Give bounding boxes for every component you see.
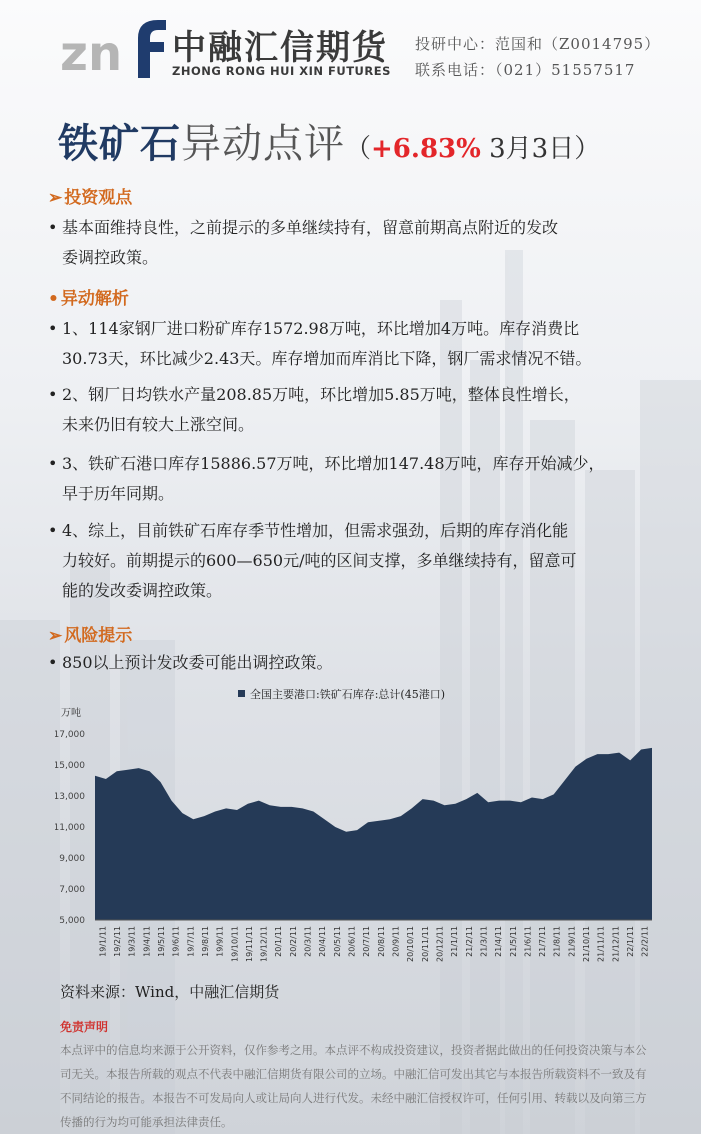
x-tick-label: 20/2/11: [288, 926, 298, 957]
arrow-icon: ➢: [48, 188, 63, 208]
risk-paragraph: [48, 648, 688, 678]
y-tick-label: 7,000: [59, 885, 85, 895]
x-tick-label: 20/12/11: [435, 926, 445, 962]
title-paren-open: （: [345, 134, 372, 164]
y-tick-label: 15,000: [55, 761, 85, 771]
x-tick-label: 19/4/11: [142, 926, 152, 957]
x-tick-label: 20/6/11: [347, 926, 357, 957]
x-tick-label: 19/5/11: [157, 926, 166, 957]
disclaimer-text: 本点评中的信息均来源于公开资料，仅作参考之用。本点评不构成投资建议，投资者据此做出的任何投资决策与本公司无关。本报告所载的观点不代表中融汇信期货有限公司的立场。中融汇信可发出其它与本报告所载资料不一致及有不同结论的报告。本报告不可发局向人或让局向人进行代发。未经中融汇信授权许可，任何引用、转载以及向第三方传播的行为均可能承担法律责任。: [60, 1043, 647, 1129]
x-tick-label: 21/12/11: [611, 926, 621, 962]
section-heading-text: 异动解析: [60, 289, 129, 309]
x-tick-label: 19/10/11: [230, 926, 240, 962]
analysis-item-2: [48, 380, 688, 440]
bullet-icon: •: [48, 521, 58, 540]
data-source: 资料来源：Wind，中融汇信期货: [60, 983, 280, 1001]
report-header: [0, 0, 701, 100]
analysis-line: 4、综上，目前铁矿石库存季节性增加，但需求强劲，后期的库存消化能: [62, 521, 569, 540]
title-sub: 异动点评: [181, 121, 345, 167]
x-tick-label: 20/7/11: [362, 926, 372, 957]
x-tick-label: 19/8/11: [200, 926, 210, 957]
x-tick-label: 19/2/11: [113, 926, 122, 957]
section-heading-text: 风险提示: [64, 626, 133, 646]
y-tick-label: 9,000: [59, 854, 85, 864]
x-tick-label: 20/1/11: [274, 926, 284, 957]
risk-line: 850以上预计发改委可能出调控政策。: [62, 653, 333, 672]
company-name-en: ZHONG RONG HUI XIN FUTURES: [172, 64, 391, 78]
x-tick-label: 21/6/11: [523, 926, 533, 957]
x-tick-label: 19/12/11: [259, 926, 269, 962]
y-tick-label: 5,000: [59, 916, 85, 926]
section-heading-analysis: [48, 284, 129, 309]
analysis-item-3: [48, 449, 688, 509]
company-name-cn: 中融汇信期货: [172, 28, 388, 68]
analysis-item-4: [48, 516, 688, 606]
x-tick-label: 21/8/11: [552, 926, 562, 957]
title-main: 铁矿石: [58, 120, 181, 167]
x-tick-label: 21/1/11: [450, 926, 460, 957]
legend-label: 全国主要港口:铁矿石库存:总计(45港口): [250, 688, 445, 701]
x-tick-label: 21/9/11: [567, 926, 577, 957]
x-tick-label: 20/8/11: [376, 926, 386, 957]
x-tick-label: 19/1/11: [98, 926, 108, 957]
bullet-icon: •: [48, 653, 58, 672]
x-tick-label: 19/9/11: [215, 926, 225, 957]
x-tick-label: 19/11/11: [244, 926, 254, 962]
bullet-icon: •: [48, 454, 58, 473]
disclaimer-title: 免责声明: [60, 1020, 109, 1034]
analysis-item-1: [48, 314, 688, 374]
x-tick-label: 21/5/11: [508, 926, 518, 957]
x-tick-label: 22/1/11: [626, 926, 635, 957]
report-date: 3月3日）: [480, 134, 601, 164]
view-paragraph: [48, 213, 688, 273]
x-tick-label: 19/3/11: [127, 926, 137, 957]
bullet-icon: •: [48, 319, 58, 338]
inventory-area: [95, 748, 652, 920]
analysis-line: 能的发改委调控政策。: [62, 581, 223, 600]
analysis-line: 3、铁矿石港口库存15886.57万吨，环比增加147.48万吨，库存开始减少，: [62, 454, 605, 473]
x-tick-label: 19/7/11: [186, 926, 196, 957]
x-tick-label: 21/2/11: [464, 926, 474, 957]
analysis-line: 1、114家钢厂进口粉矿库存1572.98万吨，环比增加4万吨。库存消费比: [62, 319, 580, 338]
x-tick-label: 21/11/11: [596, 926, 606, 962]
x-tick-label: 20/10/11: [406, 926, 416, 962]
y-axis-unit: 万吨: [61, 708, 81, 719]
view-line1: 基本面维持良性，之前提示的多单继续持有，留意前期高点附近的发改: [62, 218, 559, 237]
arrow-icon: ➢: [48, 626, 63, 646]
analysis-line: 力较好。前期提示的600—650元/吨的区间支撑，多单继续持有，留意可: [62, 551, 577, 570]
x-tick-label: 19/6/11: [171, 926, 181, 957]
x-tick-label: 21/10/11: [582, 926, 591, 962]
contact-phone: 联系电话：（021）51557517: [415, 61, 636, 79]
logo-f-mark: [138, 20, 166, 78]
x-tick-label: 20/5/11: [332, 926, 342, 957]
price-change: +6.83%: [371, 134, 481, 164]
analysis-line: 2、钢厂日均铁水产量208.85万吨，环比增加5.85万吨，整体良性增长，: [62, 385, 580, 404]
company-logo: [60, 8, 170, 82]
section-heading-risk: [48, 621, 132, 646]
x-tick-label: 21/3/11: [479, 926, 489, 957]
analysis-line: 未来仍旧有较大上涨空间。: [62, 415, 255, 434]
x-tick-label: 20/4/11: [318, 926, 328, 957]
bullet-icon: •: [48, 218, 58, 237]
y-tick-label: 13,000: [55, 792, 85, 802]
bullet-icon: •: [48, 289, 59, 309]
contact-researcher: 投研中心：范国和（Z0014795）: [415, 35, 661, 53]
section-heading-view: [48, 183, 132, 208]
chart-svg: [55, 682, 665, 972]
analysis-line: 30.73天，环比减少2.43天。库存增加而库消比下降，钢厂需求情况不错。: [62, 349, 592, 368]
x-tick-label: 20/3/11: [303, 926, 313, 957]
x-tick-label: 21/4/11: [494, 926, 504, 957]
view-line2: 委调控政策。: [62, 248, 159, 267]
legend-swatch: [238, 690, 245, 697]
logo-letters-gray: zn: [60, 26, 123, 82]
section-heading-text: 投资观点: [64, 188, 133, 208]
report-title: [58, 112, 688, 172]
analysis-line: 早于历年同期。: [62, 484, 175, 503]
x-tick-label: 20/9/11: [391, 926, 401, 957]
x-tick-label: 22/2/11: [640, 926, 650, 957]
y-tick-label: 11,000: [55, 823, 85, 833]
x-tick-label: 20/11/11: [420, 926, 430, 962]
x-tick-label: 21/7/11: [538, 926, 548, 957]
y-tick-label: 17,000: [55, 730, 85, 740]
bullet-icon: •: [48, 385, 58, 404]
inventory-chart: [55, 682, 665, 972]
